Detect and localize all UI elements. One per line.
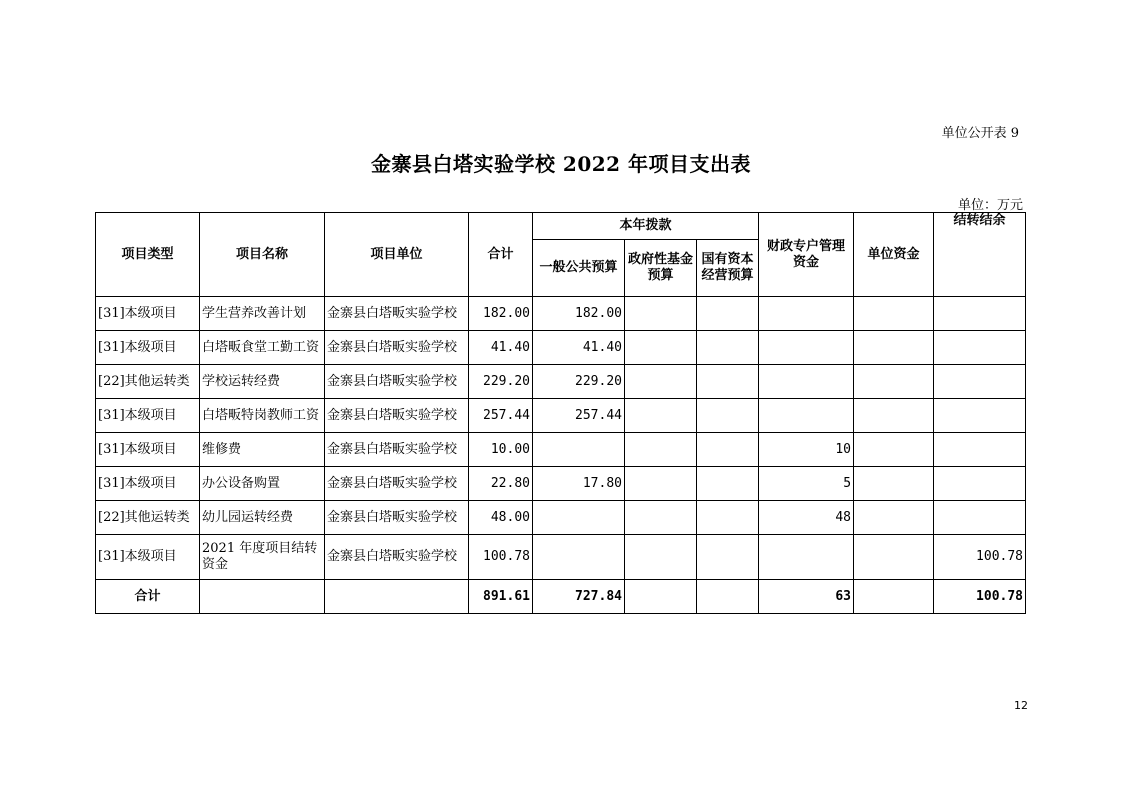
table-row (96, 331, 1026, 365)
cell-gov-fund (625, 297, 697, 331)
cell-total: 257.44 (469, 399, 533, 433)
table-row (96, 399, 1026, 433)
cell-name: 学生营养改善计划 (200, 297, 325, 331)
cell-unit-funds (854, 535, 934, 580)
cell-name: 白塔畈特岗教师工资 (200, 399, 325, 433)
cell-gov-fund (625, 433, 697, 467)
cell-state-capital (697, 365, 759, 399)
cell-name: 维修费 (200, 433, 325, 467)
header-state-capital: 国有资本经营预算 (697, 240, 759, 297)
cell-gov-fund (625, 399, 697, 433)
cell-carryover (934, 399, 1026, 433)
cell-general-public: 257.44 (533, 399, 625, 433)
header-project-type: 项目类型 (96, 213, 200, 297)
cell-name (200, 580, 325, 614)
cell-type: [31]本级项目 (96, 399, 200, 433)
cell-unit: 金寨县白塔畈实验学校 (325, 365, 469, 399)
table-row (96, 365, 1026, 399)
cell-unit-funds (854, 331, 934, 365)
cell-general-public (533, 433, 625, 467)
cell-gov-fund (625, 331, 697, 365)
cell-unit: 金寨县白塔畈实验学校 (325, 535, 469, 580)
cell-fiscal-special: 10 (759, 433, 854, 467)
table-row (96, 297, 1026, 331)
cell-total: 229.20 (469, 365, 533, 399)
cell-fiscal-special (759, 535, 854, 580)
cell-gov-fund (625, 535, 697, 580)
cell-general-public: 41.40 (533, 331, 625, 365)
cell-unit-funds (854, 399, 934, 433)
cell-state-capital (697, 467, 759, 501)
header-carryover: 结转结余 (934, 213, 1026, 297)
total-gov-fund (625, 580, 697, 614)
cell-unit-funds (854, 433, 934, 467)
table-row (96, 433, 1026, 467)
page-number: 12 (1014, 699, 1028, 712)
cell-carryover (934, 331, 1026, 365)
cell-unit: 金寨县白塔畈实验学校 (325, 331, 469, 365)
cell-state-capital (697, 297, 759, 331)
cell-type: [31]本级项目 (96, 331, 200, 365)
header-gov-fund: 政府性基金预算 (625, 240, 697, 297)
cell-general-public: 182.00 (533, 297, 625, 331)
cell-name: 办公设备购置 (200, 467, 325, 501)
cell-general-public: 17.80 (533, 467, 625, 501)
header-general-public: 一般公共预算 (533, 240, 625, 297)
cell-fiscal-special (759, 365, 854, 399)
cell-type: [22]其他运转类 (96, 365, 200, 399)
project-expenditure-table (95, 212, 1026, 614)
cell-carryover (934, 365, 1026, 399)
cell-unit-funds (854, 501, 934, 535)
cell-general-public: 229.20 (533, 365, 625, 399)
cell-total: 22.80 (469, 467, 533, 501)
cell-state-capital (697, 331, 759, 365)
total-general-public: 727.84 (533, 580, 625, 614)
cell-unit (325, 580, 469, 614)
cell-type: [31]本级项目 (96, 535, 200, 580)
cell-total: 48.00 (469, 501, 533, 535)
page-title: 金寨县白塔实验学校 2022 年项目支出表 (370, 152, 752, 176)
cell-unit-funds (854, 467, 934, 501)
total-carryover: 100.78 (934, 580, 1026, 614)
total-label: 合计 (96, 580, 200, 614)
table-row (96, 535, 1026, 580)
cell-carryover (934, 467, 1026, 501)
form-code: 单位公开表 9 (941, 126, 1019, 141)
cell-unit: 金寨县白塔畈实验学校 (325, 467, 469, 501)
cell-total: 10.00 (469, 433, 533, 467)
cell-type: [31]本级项目 (96, 467, 200, 501)
total-state-capital (697, 580, 759, 614)
cell-fiscal-special: 5 (759, 467, 854, 501)
cell-total: 41.40 (469, 331, 533, 365)
cell-carryover (934, 433, 1026, 467)
cell-unit: 金寨县白塔畈实验学校 (325, 297, 469, 331)
cell-gov-fund (625, 467, 697, 501)
cell-unit: 金寨县白塔畈实验学校 (325, 501, 469, 535)
cell-state-capital (697, 501, 759, 535)
table-row (96, 467, 1026, 501)
total-row (96, 580, 1026, 614)
cell-carryover (934, 501, 1026, 535)
header-total: 合计 (469, 213, 533, 297)
table-row (96, 501, 1026, 535)
cell-type: [31]本级项目 (96, 433, 200, 467)
cell-name: 白塔畈食堂工勤工资 (200, 331, 325, 365)
cell-fiscal-special (759, 331, 854, 365)
cell-fiscal-special: 48 (759, 501, 854, 535)
cell-name: 幼儿园运转经费 (200, 501, 325, 535)
cell-gov-fund (625, 501, 697, 535)
header-current-year-group: 本年拨款 (533, 213, 759, 240)
cell-unit: 金寨县白塔畈实验学校 (325, 433, 469, 467)
header-project-unit: 项目单位 (325, 213, 469, 297)
cell-name: 2021 年度项目结转资金 (200, 535, 325, 580)
cell-total: 100.78 (469, 535, 533, 580)
total-fiscal-special: 63 (759, 580, 854, 614)
cell-unit-funds (854, 365, 934, 399)
cell-gov-fund (625, 365, 697, 399)
cell-unit-funds (854, 297, 934, 331)
header-project-name: 项目名称 (200, 213, 325, 297)
cell-name: 学校运转经费 (200, 365, 325, 399)
cell-total: 182.00 (469, 297, 533, 331)
cell-state-capital (697, 399, 759, 433)
cell-fiscal-special (759, 399, 854, 433)
cell-fiscal-special (759, 297, 854, 331)
header-unit-funds: 单位资金 (854, 213, 934, 297)
cell-state-capital (697, 433, 759, 467)
cell-type: [22]其他运转类 (96, 501, 200, 535)
cell-general-public (533, 501, 625, 535)
cell-carryover: 100.78 (934, 535, 1026, 580)
cell-general-public (533, 535, 625, 580)
cell-type: [31]本级项目 (96, 297, 200, 331)
cell-carryover (934, 297, 1026, 331)
cell-state-capital (697, 535, 759, 580)
cell-unit: 金寨县白塔畈实验学校 (325, 399, 469, 433)
total-sum: 891.61 (469, 580, 533, 614)
header-fiscal-special: 财政专户管理资金 (759, 213, 854, 297)
total-unit-funds (854, 580, 934, 614)
unit-label: 单位：万元 (957, 198, 1023, 213)
